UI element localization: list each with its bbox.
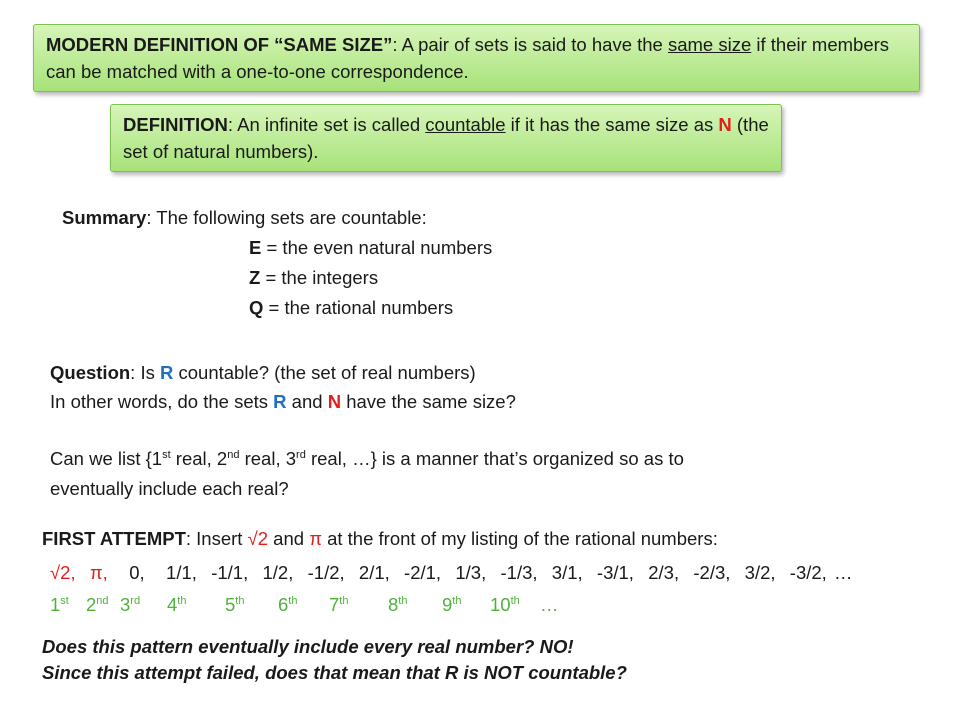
ordinal-ellipsis: … bbox=[540, 594, 559, 615]
pi-symbol: π bbox=[309, 528, 322, 549]
summary-text: : The following sets are countable: bbox=[146, 207, 427, 228]
first-attempt-text: : Insert bbox=[185, 528, 248, 549]
first-attempt-label: FIRST ATTEMPT bbox=[42, 528, 186, 549]
sqrt2-symbol: √2 bbox=[247, 528, 269, 549]
ordinal-label: 8th bbox=[388, 594, 408, 615]
first-attempt-text: and bbox=[268, 528, 310, 549]
ordinal-label: 6th bbox=[278, 594, 298, 615]
modern-definition-text-a: : A pair of sets is said to have the bbox=[392, 34, 668, 55]
ordinal-label: 4th bbox=[167, 594, 187, 615]
conclusion-line-2: Since this attempt failed, does that mean that R is NOT countable? bbox=[42, 662, 627, 683]
modern-definition-text-b: if their members can be matched with a one-to-one correspondence. bbox=[46, 34, 890, 82]
question-text: In other words, do the sets bbox=[50, 391, 274, 412]
question-text: Can we list {1 bbox=[50, 448, 163, 469]
modern-definition-box bbox=[33, 24, 920, 92]
question-text: real, …} is a manner that’s organized so as to bbox=[305, 448, 684, 469]
ordinal-label: 1st bbox=[50, 594, 69, 615]
set-symbol-q: Q bbox=[249, 297, 264, 318]
question-text: real, 3 bbox=[239, 448, 297, 469]
rational-sequence bbox=[50, 562, 852, 584]
summary-item bbox=[249, 267, 378, 289]
summary-item-text: = the integers bbox=[260, 267, 379, 288]
countable-definition-box bbox=[110, 104, 782, 172]
ordinal-label: 7th bbox=[329, 594, 349, 615]
modern-definition-label: MODERN DEFINITION OF “SAME SIZE” bbox=[46, 34, 393, 55]
summary-item bbox=[249, 237, 492, 259]
ordinal-suffix: rd bbox=[296, 448, 306, 461]
conclusion-line-1: Does this pattern eventually include every real number? NO! bbox=[42, 636, 574, 657]
question-line-1 bbox=[50, 362, 476, 384]
same-size-term: same size bbox=[667, 34, 752, 55]
countable-definition-text-a: : An infinite set is called bbox=[227, 114, 426, 135]
countable-definition-text-b: if it has the same size as bbox=[505, 114, 719, 135]
summary-item-text: = the even natural numbers bbox=[261, 237, 493, 258]
question-text: and bbox=[286, 391, 328, 412]
countable-definition-label: DEFINITION bbox=[123, 114, 228, 135]
sequence-pi: π, bbox=[89, 562, 108, 583]
countable-definition-text-c: (the set of natural numbers). bbox=[123, 114, 769, 162]
question-text: eventually include each real? bbox=[50, 478, 289, 499]
ordinal-label: 9th bbox=[442, 594, 462, 615]
ordinal-suffix: st bbox=[162, 448, 171, 461]
question-label: Question bbox=[50, 362, 131, 383]
summary-heading bbox=[62, 207, 427, 229]
real-numbers-symbol: R bbox=[159, 362, 174, 383]
ordinal-label: 2nd bbox=[86, 594, 109, 615]
question-line-3 bbox=[50, 448, 684, 470]
first-attempt-text: at the front of my listing of the rational numbers: bbox=[321, 528, 718, 549]
ordinal-suffix: nd bbox=[227, 448, 240, 461]
first-attempt-heading bbox=[42, 528, 718, 550]
natural-numbers-symbol: N bbox=[327, 391, 342, 412]
natural-numbers-symbol: N bbox=[718, 114, 732, 135]
summary-item-text: = the rational numbers bbox=[263, 297, 454, 318]
question-text: countable? (the set of real numbers) bbox=[173, 362, 476, 383]
ordinal-label: 10th bbox=[490, 594, 520, 615]
ordinal-label: 3rd bbox=[120, 594, 141, 615]
set-symbol-e: E bbox=[249, 237, 262, 258]
question-text: real, 2 bbox=[170, 448, 228, 469]
countable-term: countable bbox=[425, 114, 506, 135]
set-symbol-z: Z bbox=[249, 267, 261, 288]
question-text: have the same size? bbox=[341, 391, 516, 412]
summary-label: Summary bbox=[62, 207, 147, 228]
sequence-rationals: 0, 1/1, -1/1, 1/2, -1/2, 2/1, -2/1, 1/3, -1/3, 3/1, -3/1, 2/3, -2/3, 3/2, -3/2, … bbox=[129, 562, 853, 583]
question-text: : Is bbox=[130, 362, 160, 383]
question-line-4 bbox=[50, 478, 289, 500]
ordinal-label: 5th bbox=[225, 594, 245, 615]
real-numbers-symbol: R bbox=[273, 391, 287, 412]
question-line-2 bbox=[50, 391, 516, 413]
summary-item bbox=[249, 297, 453, 319]
sequence-sqrt2: √2, bbox=[50, 562, 76, 583]
